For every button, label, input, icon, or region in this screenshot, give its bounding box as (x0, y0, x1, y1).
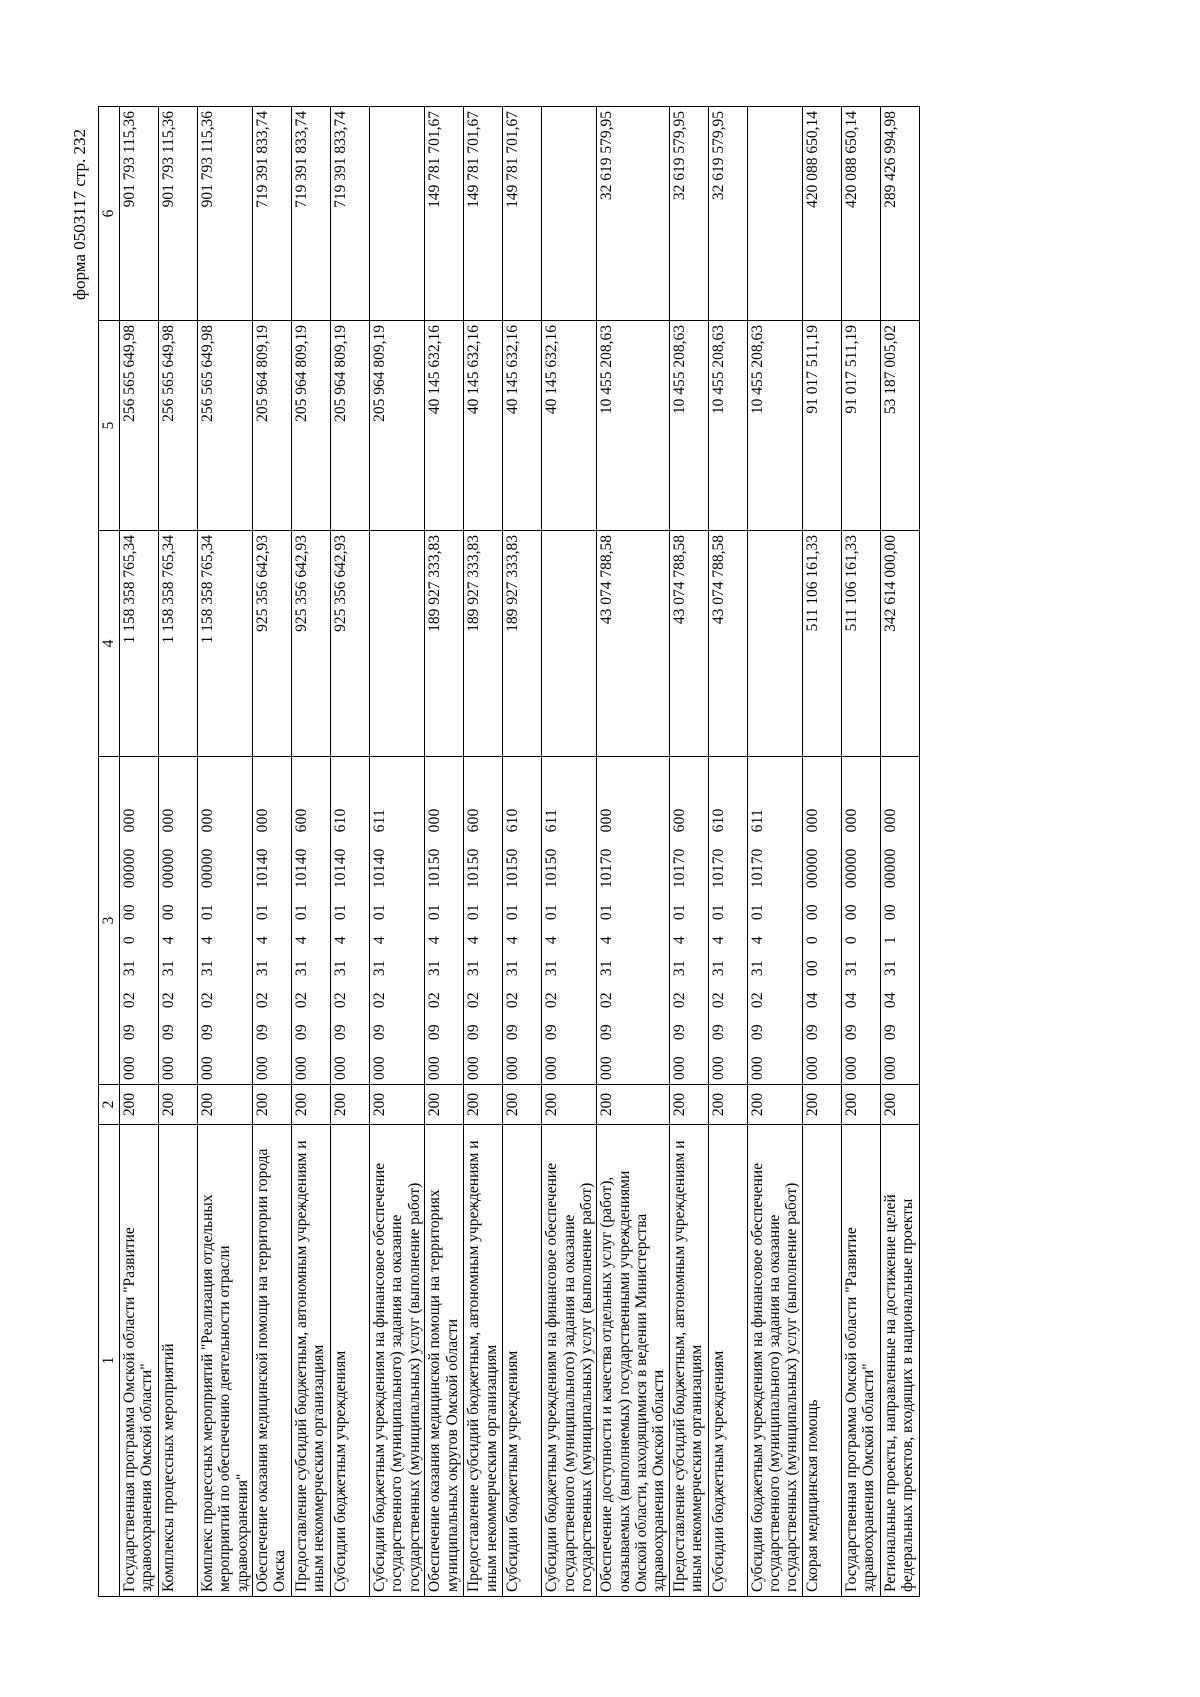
row-approved-amount-cell: 1 158 358 765,34 (159, 531, 198, 757)
row-executed-amount-cell: 91 017 511,19 (841, 321, 880, 531)
table-row (425, 107, 464, 1597)
row-executed-amount-cell: 205 964 809,19 (331, 321, 370, 531)
row-name-cell: Субсидии бюджетным учреждениям на финансовое обеспечение государственного (муниципального) задания на оказание государственных (муниципальных) услуг (выполнение работ) (370, 1125, 425, 1597)
row-line-code-cell: 200 (253, 1085, 292, 1125)
row-line-code-cell: 200 (120, 1085, 159, 1125)
row-budget-code-cell: 000 09 02 31 4 01 10170 610 (708, 757, 747, 1085)
row-approved-amount-cell (370, 531, 425, 757)
row-unexecuted-amount-cell: 32 619 579,95 (708, 107, 747, 321)
row-approved-amount-cell: 43 074 788,58 (708, 531, 747, 757)
column-number: 4 (99, 531, 120, 757)
column-number: 1 (99, 1125, 120, 1597)
row-executed-amount-cell: 10 455 208,63 (669, 321, 708, 531)
row-executed-amount-cell: 256 565 649,98 (120, 321, 159, 531)
row-approved-amount-cell: 511 106 161,33 (841, 531, 880, 757)
table-row (597, 107, 669, 1597)
row-name-cell: Предоставление субсидий бюджетным, автономным учреждениям и иным некоммерческим организациям (669, 1125, 708, 1597)
row-approved-amount-cell: 1 158 358 765,34 (198, 531, 253, 757)
row-executed-amount-cell: 10 455 208,63 (747, 321, 802, 531)
table-row (331, 107, 370, 1597)
row-unexecuted-amount-cell (542, 107, 597, 321)
row-line-code-cell: 200 (292, 1085, 331, 1125)
row-executed-amount-cell: 40 145 632,16 (503, 321, 542, 531)
row-name-cell: Обеспечение оказания медицинской помощи на территориях муниципальных округов Омской области (425, 1125, 464, 1597)
row-line-code-cell: 200 (425, 1085, 464, 1125)
table-body (120, 107, 920, 1597)
row-name-cell: Государственная программа Омской области "Развитие здравоохранения Омской области" (120, 1125, 159, 1597)
table-row (669, 107, 708, 1597)
row-approved-amount-cell (747, 531, 802, 757)
row-line-code-cell: 200 (841, 1085, 880, 1125)
row-name-cell: Субсидии бюджетным учреждениям на финансовое обеспечение государственного (муниципального) задания на оказание государственных (муниципальных) услуг (выполнение работ) (542, 1125, 597, 1597)
row-executed-amount-cell: 91 017 511,19 (802, 321, 841, 531)
row-approved-amount-cell: 189 927 333,83 (425, 531, 464, 757)
row-unexecuted-amount-cell (747, 107, 802, 321)
table-row (880, 107, 919, 1597)
table-row (370, 107, 425, 1597)
row-line-code-cell: 200 (370, 1085, 425, 1125)
table-row (253, 107, 292, 1597)
row-line-code-cell: 200 (669, 1085, 708, 1125)
table-row (841, 107, 880, 1597)
row-approved-amount-cell: 1 158 358 765,34 (120, 531, 159, 757)
row-executed-amount-cell: 40 145 632,16 (425, 321, 464, 531)
row-budget-code-cell: 000 09 04 31 0 00 00000 000 (841, 757, 880, 1085)
row-approved-amount-cell: 925 356 642,93 (331, 531, 370, 757)
row-budget-code-cell: 000 09 02 31 4 01 10170 611 (747, 757, 802, 1085)
row-unexecuted-amount-cell: 32 619 579,95 (669, 107, 708, 321)
row-executed-amount-cell: 40 145 632,16 (464, 321, 503, 531)
row-unexecuted-amount-cell (370, 107, 425, 321)
table-row (542, 107, 597, 1597)
row-budget-code-cell: 000 09 02 31 4 01 10140 610 (331, 757, 370, 1085)
row-executed-amount-cell: 205 964 809,19 (292, 321, 331, 531)
table-row (198, 107, 253, 1597)
row-name-cell: Субсидии бюджетным учреждениям на финансовое обеспечение государственного (муниципального) задания на оказание государственных (муниципальных) услуг (выполнение работ) (747, 1125, 802, 1597)
column-number-row (99, 107, 120, 1597)
table-row (292, 107, 331, 1597)
column-number: 2 (99, 1085, 120, 1125)
row-line-code-cell: 200 (159, 1085, 198, 1125)
row-approved-amount-cell: 342 614 000,00 (880, 531, 919, 757)
row-name-cell: Субсидии бюджетным учреждениям (708, 1125, 747, 1597)
row-approved-amount-cell: 511 106 161,33 (802, 531, 841, 757)
table-row (159, 107, 198, 1597)
row-unexecuted-amount-cell: 149 781 701,67 (503, 107, 542, 321)
row-unexecuted-amount-cell: 901 793 115,36 (198, 107, 253, 321)
row-name-cell: Предоставление субсидий бюджетным, автономным учреждениям и иным некоммерческим организациям (464, 1125, 503, 1597)
row-unexecuted-amount-cell: 420 088 650,14 (841, 107, 880, 321)
row-approved-amount-cell: 925 356 642,93 (292, 531, 331, 757)
table-row (503, 107, 542, 1597)
row-line-code-cell: 200 (464, 1085, 503, 1125)
row-name-cell: Обеспечение оказания медицинской помощи на территории города Омска (253, 1125, 292, 1597)
form-reference: форма 0503117 стр. 232 (70, 129, 89, 300)
row-approved-amount-cell: 189 927 333,83 (503, 531, 542, 757)
table-row (802, 107, 841, 1597)
row-name-cell: Комплекс процессных мероприятий "Реализация отдельных мероприятий по обеспечению деятельности отрасли здравоохранения" (198, 1125, 253, 1597)
row-unexecuted-amount-cell: 901 793 115,36 (120, 107, 159, 321)
row-executed-amount-cell: 53 187 005,02 (880, 321, 919, 531)
row-approved-amount-cell: 925 356 642,93 (253, 531, 292, 757)
row-line-code-cell: 200 (542, 1085, 597, 1125)
row-name-cell: Скорая медицинская помощь (802, 1125, 841, 1597)
row-budget-code-cell: 000 09 02 31 4 01 10140 611 (370, 757, 425, 1085)
row-line-code-cell: 200 (503, 1085, 542, 1125)
row-budget-code-cell: 000 09 02 31 4 01 10170 000 (597, 757, 669, 1085)
row-unexecuted-amount-cell: 719 391 833,74 (292, 107, 331, 321)
table-row (747, 107, 802, 1597)
table-row (464, 107, 503, 1597)
row-budget-code-cell: 000 09 02 31 0 00 00000 000 (120, 757, 159, 1085)
report-sheet (0, 107, 1200, 1597)
row-executed-amount-cell: 205 964 809,19 (370, 321, 425, 531)
row-line-code-cell: 200 (331, 1085, 370, 1125)
row-budget-code-cell: 000 09 02 31 4 01 10170 600 (669, 757, 708, 1085)
column-number: 5 (99, 321, 120, 531)
row-unexecuted-amount-cell: 32 619 579,95 (597, 107, 669, 321)
row-executed-amount-cell: 40 145 632,16 (542, 321, 597, 531)
row-approved-amount-cell: 43 074 788,58 (597, 531, 669, 757)
row-budget-code-cell: 000 09 02 31 4 01 10150 611 (542, 757, 597, 1085)
row-unexecuted-amount-cell: 149 781 701,67 (425, 107, 464, 321)
row-budget-code-cell: 000 09 04 31 1 00 00000 000 (880, 757, 919, 1085)
row-executed-amount-cell: 256 565 649,98 (159, 321, 198, 531)
row-name-cell: Региональные проекты, направленные на достижение целей федеральных проектов, входящих в национальные проекты (880, 1125, 919, 1597)
row-approved-amount-cell (542, 531, 597, 757)
row-name-cell: Комплексы процессных мероприятий (159, 1125, 198, 1597)
row-line-code-cell: 200 (802, 1085, 841, 1125)
row-executed-amount-cell: 10 455 208,63 (708, 321, 747, 531)
row-line-code-cell: 200 (747, 1085, 802, 1125)
row-budget-code-cell: 000 09 04 00 0 00 00000 000 (802, 757, 841, 1085)
row-budget-code-cell: 000 09 02 31 4 01 10140 600 (292, 757, 331, 1085)
row-unexecuted-amount-cell: 420 088 650,14 (802, 107, 841, 321)
row-unexecuted-amount-cell: 719 391 833,74 (331, 107, 370, 321)
row-unexecuted-amount-cell: 149 781 701,67 (464, 107, 503, 321)
row-budget-code-cell: 000 09 02 31 4 01 10150 000 (425, 757, 464, 1085)
column-number: 3 (99, 757, 120, 1085)
budget-execution-table (98, 106, 920, 1597)
row-budget-code-cell: 000 09 02 31 4 01 10150 610 (503, 757, 542, 1085)
row-line-code-cell: 200 (597, 1085, 669, 1125)
row-budget-code-cell: 000 09 02 31 4 01 00000 000 (198, 757, 253, 1085)
row-name-cell: Субсидии бюджетным учреждениям (503, 1125, 542, 1597)
row-executed-amount-cell: 256 565 649,98 (198, 321, 253, 531)
column-number: 6 (99, 107, 120, 321)
row-unexecuted-amount-cell: 719 391 833,74 (253, 107, 292, 321)
row-unexecuted-amount-cell: 289 426 994,98 (880, 107, 919, 321)
row-name-cell: Обеспечение доступности и качества отдельных услуг (работ), оказываемых (выполняемых) государственными учреждениями Омской области, находящимися в ведении Министерства здравоохранения Омской области (597, 1125, 669, 1597)
row-budget-code-cell: 000 09 02 31 4 00 00000 000 (159, 757, 198, 1085)
row-executed-amount-cell: 205 964 809,19 (253, 321, 292, 531)
row-name-cell: Государственная программа Омской области "Развитие здравоохранения Омской области" (841, 1125, 880, 1597)
row-name-cell: Предоставление субсидий бюджетным, автономным учреждениям и иным некоммерческим организациям (292, 1125, 331, 1597)
row-executed-amount-cell: 10 455 208,63 (597, 321, 669, 531)
row-name-cell: Субсидии бюджетным учреждениям (331, 1125, 370, 1597)
row-line-code-cell: 200 (198, 1085, 253, 1125)
table-row (708, 107, 747, 1597)
row-approved-amount-cell: 189 927 333,83 (464, 531, 503, 757)
row-unexecuted-amount-cell: 901 793 115,36 (159, 107, 198, 321)
row-line-code-cell: 200 (708, 1085, 747, 1125)
row-budget-code-cell: 000 09 02 31 4 01 10150 600 (464, 757, 503, 1085)
row-budget-code-cell: 000 09 02 31 4 01 10140 000 (253, 757, 292, 1085)
row-line-code-cell: 200 (880, 1085, 919, 1125)
row-approved-amount-cell: 43 074 788,58 (669, 531, 708, 757)
table-row (120, 107, 159, 1597)
